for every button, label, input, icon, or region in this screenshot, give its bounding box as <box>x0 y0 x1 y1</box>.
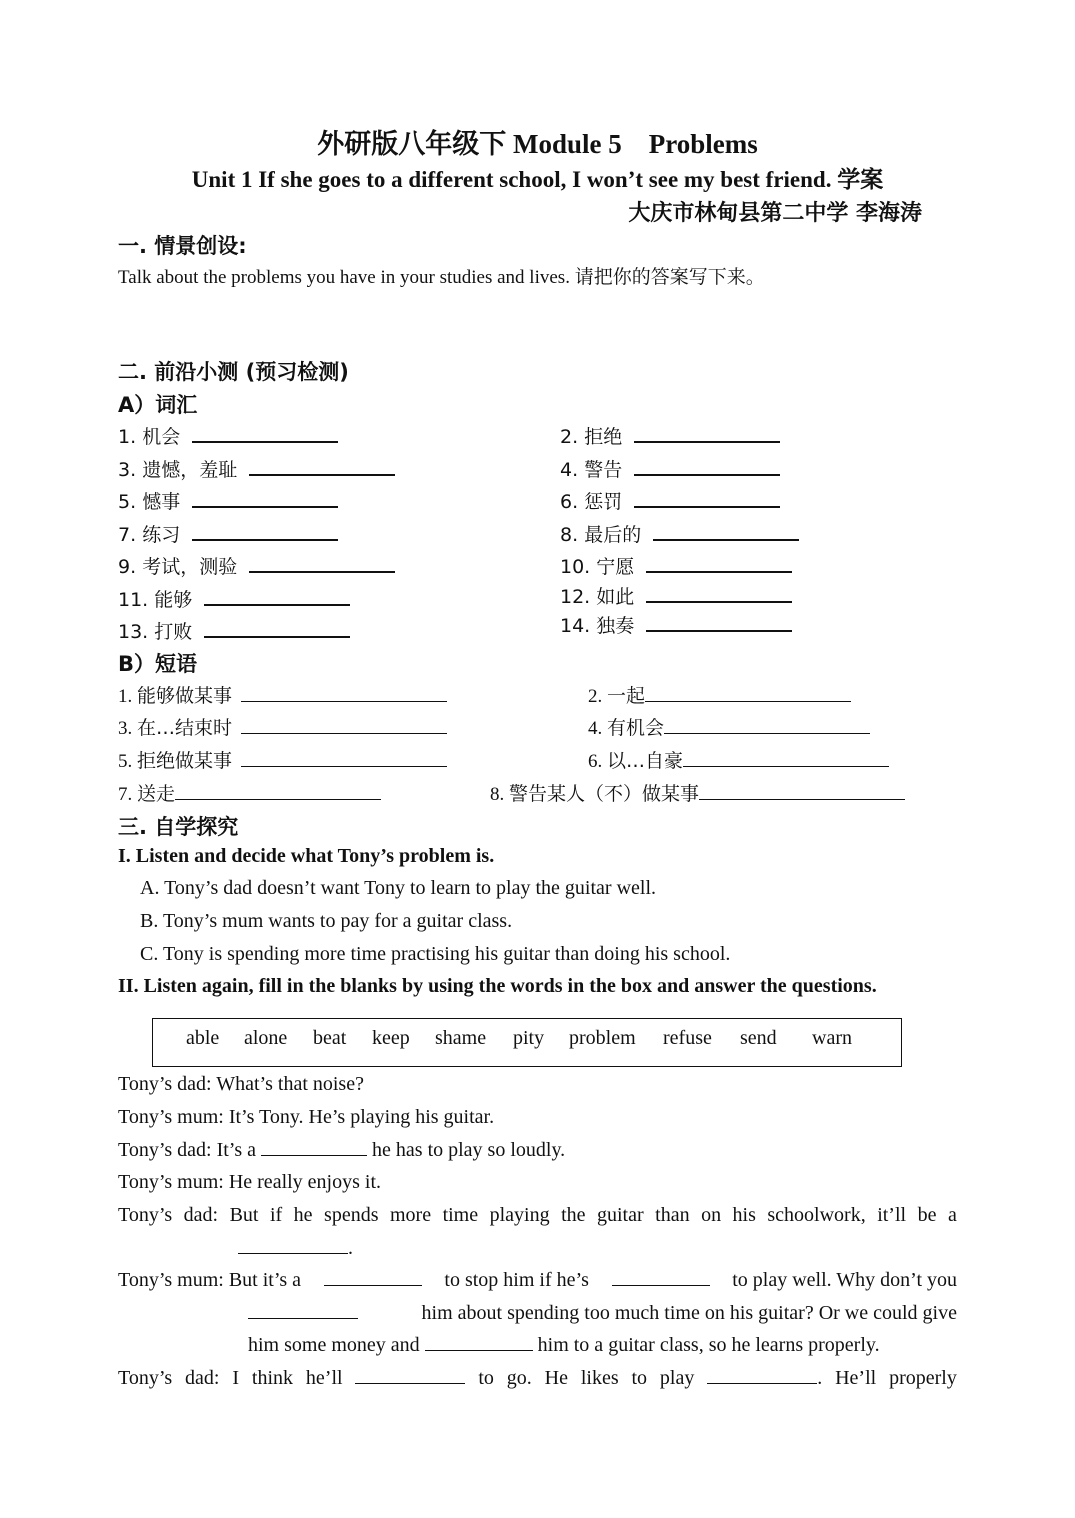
dialogue-word: he <box>293 1204 313 1226</box>
dialogue-text: . <box>348 1237 353 1259</box>
unit-subtitle: Unit 1 If she goes to a different school, I won’t see my best friend. 学案 <box>191 167 884 192</box>
phrase-item <box>118 681 447 708</box>
dialogue-text: Tony’s dad: It’s a <box>118 1139 257 1161</box>
dialogue-word: play <box>659 1367 695 1389</box>
answer-blank[interactable] <box>425 1334 533 1351</box>
vocab-num: 11. <box>118 589 149 611</box>
vocab-item <box>118 487 338 514</box>
section1-text: Talk about the problems you have in your studies and lives. 请把你的答案写下来。 <box>118 267 765 288</box>
dialogue-word: spends <box>324 1204 379 1226</box>
vocab-num: 1. <box>118 426 137 448</box>
page-title: 外研版八年级下 Module 5 Problems <box>317 129 758 159</box>
dialogue-line <box>118 1367 957 1390</box>
vocab-num: 2. <box>560 426 579 448</box>
answer-blank[interactable] <box>664 715 870 734</box>
dialogue-line <box>118 1269 957 1292</box>
phrase-text: 拒绝做某事 <box>137 750 233 772</box>
phrase-text: 能够做某事 <box>137 685 233 707</box>
phrase-num: 2. <box>588 686 603 707</box>
answer-blank[interactable] <box>646 612 792 632</box>
option-c: C. Tony is spending more time practising his guitar than doing his school. <box>140 943 731 965</box>
dialogue-word: than <box>655 1204 690 1226</box>
dialogue-text: to stop him if he’s <box>444 1269 589 1291</box>
vocab-item <box>118 422 338 449</box>
vocab-text: 宁愿 <box>596 556 635 578</box>
vocab-text: 独奏 <box>596 615 635 637</box>
dialogue-word: properly <box>889 1367 957 1389</box>
dialogue-line: Tony’s dad: What’s that noise? <box>118 1073 364 1095</box>
phrase-item <box>118 779 381 806</box>
answer-blank[interactable] <box>612 1269 710 1286</box>
answer-blank[interactable] <box>238 1237 348 1254</box>
word-box <box>152 1018 902 1067</box>
vocab-num: 12. <box>560 586 591 608</box>
dialogue-word: be <box>917 1204 937 1226</box>
phrase-item <box>588 713 870 740</box>
dialogue-word: on <box>701 1204 722 1226</box>
phrase-item <box>588 681 851 708</box>
dialogue-word: to <box>478 1367 494 1389</box>
dialogue-word: . <box>817 1367 823 1389</box>
vocab-num: 4. <box>560 459 579 481</box>
answer-blank[interactable] <box>261 1139 367 1156</box>
vocab-item <box>118 617 350 644</box>
vocab-num: 10. <box>560 556 591 578</box>
section1-heading: 一. 情景创设: <box>118 234 247 258</box>
answer-blank[interactable] <box>646 553 792 573</box>
vocab-num: 3. <box>118 459 137 481</box>
answer-blank[interactable] <box>634 456 780 476</box>
word-item: refuse <box>663 1027 712 1049</box>
phrase-text: 送走 <box>137 783 176 805</box>
phrase-item <box>118 746 447 773</box>
vocab-num: 8. <box>560 524 579 546</box>
partB-heading: B）短语 <box>118 652 198 676</box>
vocab-text: 练习 <box>142 524 181 546</box>
word-item: pity <box>513 1027 545 1049</box>
dialogue-word: to <box>631 1367 648 1389</box>
phrase-num: 6. <box>588 751 603 772</box>
phrase-item <box>118 713 447 740</box>
vocab-num: 13. <box>118 621 149 643</box>
answer-blank[interactable] <box>175 781 381 800</box>
phrase-num: 4. <box>588 718 603 739</box>
answer-blank[interactable] <box>653 521 799 541</box>
section2-heading: 二. 前沿小测 (预习检测) <box>118 360 349 384</box>
dialogue-text: him to a guitar class, so he learns properly. <box>537 1334 880 1356</box>
dialogue-word: go. <box>506 1367 532 1389</box>
vocab-item <box>560 611 792 638</box>
answer-blank[interactable] <box>355 1367 465 1384</box>
vocab-item <box>560 520 799 547</box>
dialogue-word: he’ll <box>305 1367 343 1389</box>
phrase-text: 一起 <box>607 685 646 707</box>
answer-blank[interactable] <box>324 1269 422 1286</box>
dialogue-word: Tony’s <box>118 1204 173 1226</box>
vocab-text: 憾事 <box>142 491 181 513</box>
vocab-num: 6. <box>560 491 579 513</box>
dialogue-text: him about spending too much time on his guitar? Or we could give <box>421 1302 957 1324</box>
vocab-item <box>560 582 792 609</box>
answer-blank[interactable] <box>241 683 447 702</box>
dialogue-word: time <box>442 1204 479 1226</box>
partA-heading: A）词汇 <box>118 393 198 417</box>
option-a: A. Tony’s dad doesn’t want Tony to learn to play the guitar well. <box>140 877 657 899</box>
dialogue-text: he has to play so loudly. <box>372 1139 566 1161</box>
vocab-text: 打败 <box>154 621 193 643</box>
vocab-item <box>118 520 338 547</box>
phrase-num: 5. <box>118 751 133 772</box>
vocab-item <box>560 487 780 514</box>
dialogue-word: more <box>389 1204 432 1226</box>
answer-blank[interactable] <box>645 683 851 702</box>
word-item: able <box>186 1027 220 1049</box>
answer-blank[interactable] <box>204 586 350 606</box>
word-item: problem <box>569 1027 636 1049</box>
phrase-text: 有机会 <box>607 717 665 739</box>
dialogue-word: I <box>232 1367 240 1389</box>
phrase-item <box>490 779 905 806</box>
word-item: shame <box>435 1027 487 1049</box>
phrase-num: 7. <box>118 784 133 805</box>
question1-heading: I. Listen and decide what Tony’s problem is. <box>118 845 495 867</box>
dialogue-line <box>248 1302 957 1325</box>
word-item: send <box>740 1027 777 1049</box>
vocab-text: 机会 <box>142 426 181 448</box>
word-item: warn <box>812 1027 852 1049</box>
answer-blank[interactable] <box>192 521 338 541</box>
answer-blank[interactable] <box>634 423 780 443</box>
dialogue-word: playing <box>489 1204 550 1226</box>
word-item: beat <box>313 1027 347 1049</box>
phrase-text: 以…自豪 <box>607 750 684 772</box>
dialogue-word: But <box>229 1204 259 1226</box>
phrase-num: 3. <box>118 718 133 739</box>
vocab-text: 惩罚 <box>584 491 623 513</box>
dialogue-word: a <box>947 1204 957 1226</box>
dialogue-word: He’ll <box>835 1367 877 1389</box>
vocab-item <box>118 455 395 482</box>
answer-blank[interactable] <box>699 781 905 800</box>
dialogue-word: dad: <box>185 1367 220 1389</box>
author-line: 大庆市林甸县第二中学 李海涛 <box>628 201 922 226</box>
dialogue-word: likes <box>580 1367 619 1389</box>
answer-blank[interactable] <box>249 456 395 476</box>
dialogue-word: the <box>561 1204 586 1226</box>
vocab-num: 7. <box>118 524 137 546</box>
section3-heading: 三. 自学探究 <box>118 815 239 839</box>
option-b: B. Tony’s mum wants to pay for a guitar class. <box>140 910 513 932</box>
answer-blank[interactable] <box>241 715 447 734</box>
dialogue-word: schoolwork, <box>767 1204 866 1226</box>
vocab-text: 遗憾，羞耻 <box>142 459 238 481</box>
vocab-num: 5. <box>118 491 137 513</box>
dialogue-word: He <box>544 1367 568 1389</box>
vocab-item <box>560 422 780 449</box>
vocab-item <box>118 585 350 612</box>
dialogue-line <box>248 1334 880 1357</box>
phrase-item <box>588 746 889 773</box>
answer-blank[interactable] <box>634 488 780 508</box>
vocab-text: 最后的 <box>584 524 642 546</box>
question2-heading: II. Listen again, fill in the blanks by using the words in the box and answer the questions. <box>118 975 877 997</box>
answer-blank[interactable] <box>707 1367 817 1384</box>
vocab-item <box>560 455 780 482</box>
word-item: keep <box>372 1027 410 1049</box>
vocab-item <box>118 552 395 579</box>
answer-blank[interactable] <box>241 748 447 767</box>
vocab-num: 9. <box>118 556 137 578</box>
vocab-text: 警告 <box>584 459 623 481</box>
answer-blank[interactable] <box>683 748 889 767</box>
dialogue-word: his <box>732 1204 756 1226</box>
dialogue-line <box>118 1139 565 1162</box>
dialogue-line: Tony’s mum: It’s Tony. He’s playing his guitar. <box>118 1106 495 1128</box>
answer-blank[interactable] <box>646 583 792 603</box>
dialogue-word: think <box>251 1367 294 1389</box>
vocab-item <box>560 552 792 579</box>
vocab-num: 14. <box>560 615 591 637</box>
vocab-text: 如此 <box>596 586 635 608</box>
dialogue-text: Tony’s mum: But it’s a <box>118 1269 302 1291</box>
vocab-text: 考试，测验 <box>142 556 238 578</box>
phrase-text: 在…结束时 <box>137 717 233 739</box>
dialogue-line <box>238 1237 353 1260</box>
answer-blank[interactable] <box>204 618 350 638</box>
dialogue-text: to play well. Why don’t you <box>732 1269 957 1291</box>
word-item: alone <box>244 1027 288 1049</box>
dialogue-text: him some money and <box>248 1334 420 1356</box>
dialogue-line: Tony’s mum: He really enjoys it. <box>118 1171 382 1193</box>
vocab-text: 拒绝 <box>584 426 623 448</box>
phrase-text: 警告某人（不）做某事 <box>509 783 700 805</box>
dialogue-line <box>118 1204 957 1227</box>
dialogue-word: dad: <box>183 1204 219 1226</box>
phrase-num: 1. <box>118 686 133 707</box>
dialogue-word: Tony’s <box>118 1367 173 1389</box>
dialogue-word: if <box>269 1204 283 1226</box>
vocab-text: 能够 <box>154 589 193 611</box>
dialogue-word: it’ll <box>877 1204 907 1226</box>
answer-blank[interactable] <box>248 1302 358 1319</box>
answer-blank[interactable] <box>249 553 395 573</box>
answer-blank[interactable] <box>192 423 338 443</box>
dialogue-word: guitar <box>597 1204 644 1226</box>
answer-blank[interactable] <box>192 488 338 508</box>
phrase-num: 8. <box>490 784 505 805</box>
